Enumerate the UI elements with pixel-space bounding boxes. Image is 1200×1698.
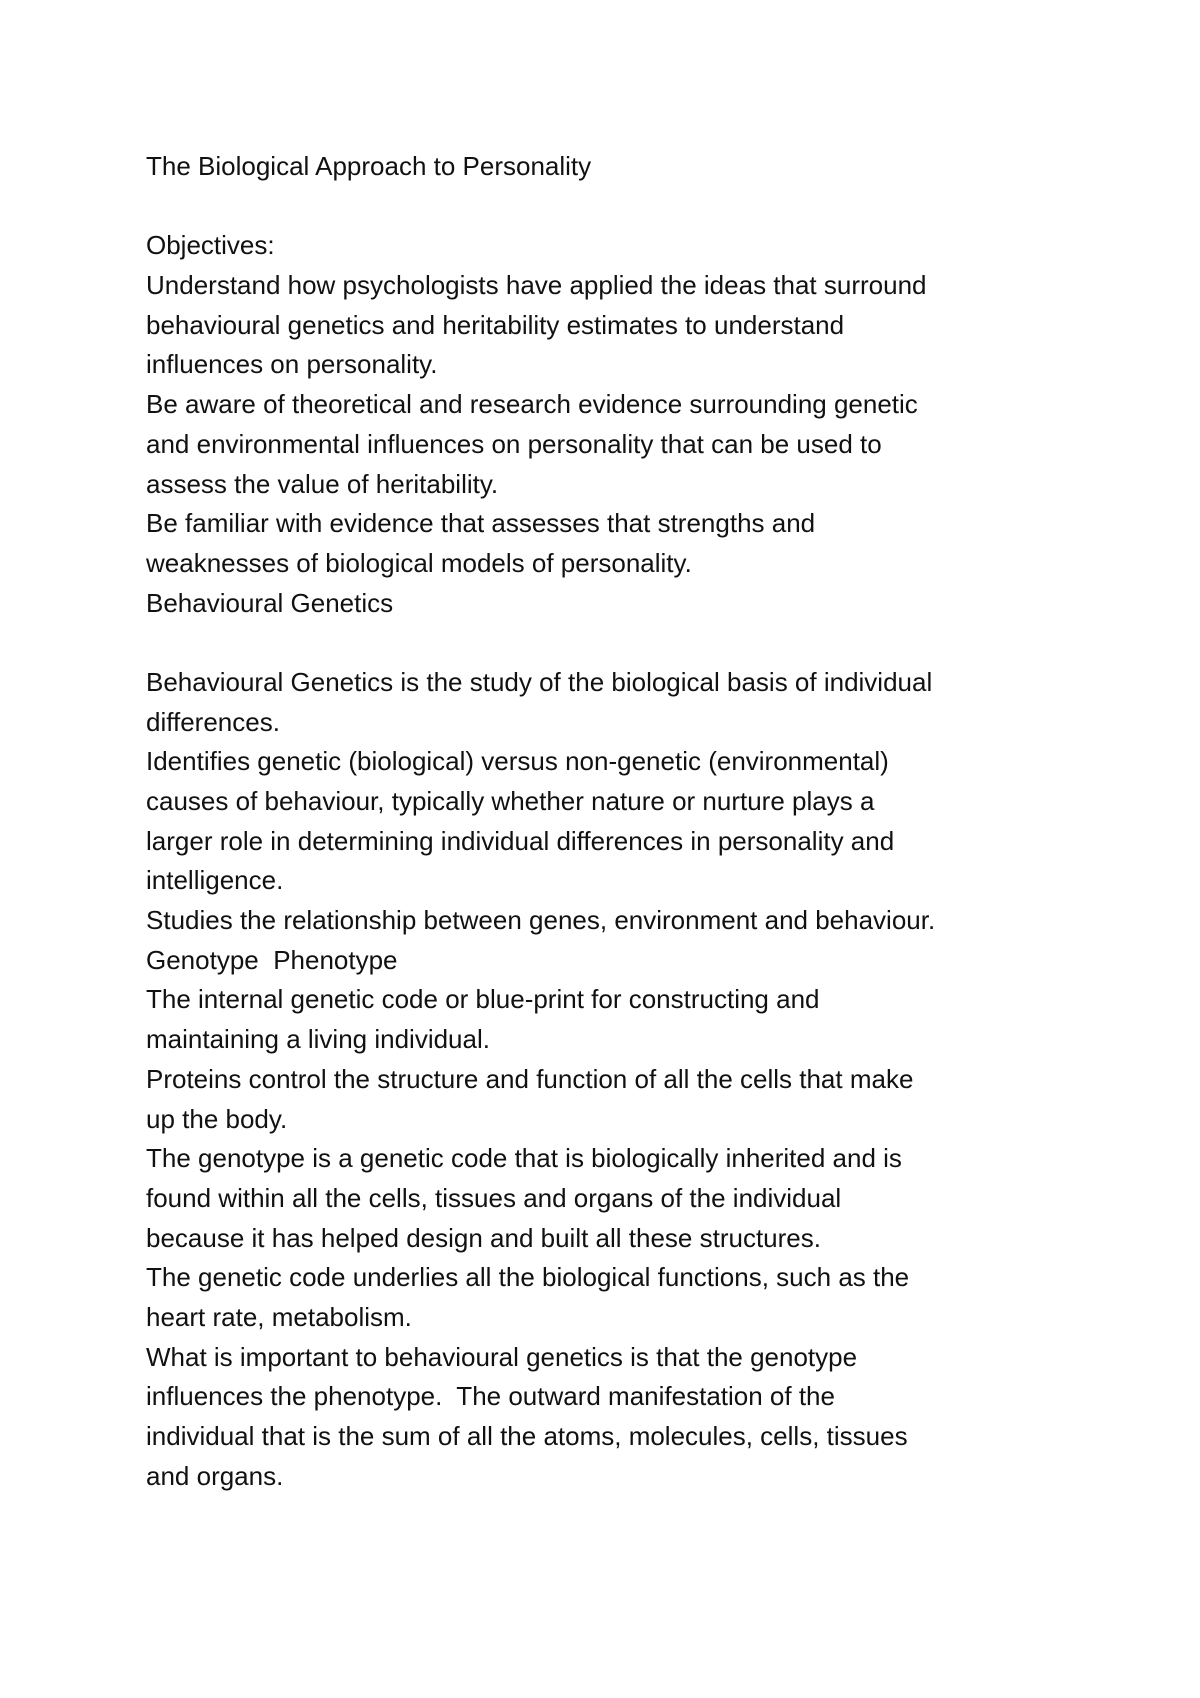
paragraph-2-line-2: causes of behaviour, typically whether nature or nurture plays a [146, 786, 875, 816]
section-heading: Behavioural Genetics [146, 587, 394, 618]
paragraph-6-line-2: up the body. [146, 1103, 288, 1134]
objectives-heading: Objectives: [146, 230, 275, 261]
paragraph-1-line-2: differences. [146, 706, 280, 737]
objective-1-line-3: influences on personality. [146, 349, 438, 380]
document-body [146, 147, 1156, 1496]
paragraph-2-line-4: intelligence. [146, 865, 284, 896]
objective-1-line-1: Understand how psychologists have applied the ideas that surround [146, 270, 927, 301]
objective-3-line-2: weaknesses of biological models of personality. [146, 547, 692, 578]
blank-line [146, 187, 1156, 227]
paragraph-5-line-1: The internal genetic code or blue-print for constructing and [146, 984, 820, 1015]
objective-2-line-3: assess the value of heritability. [146, 468, 499, 499]
paragraph-2-line-3: larger role in determining individual differences in personality and [146, 825, 895, 856]
objective-3-line-1: Be familiar with evidence that assesses that strengths and [146, 508, 816, 539]
paragraph-6-line-1: Proteins control the structure and function of all the cells that make [146, 1063, 914, 1094]
objective-1-line-2: behavioural genetics and heritability estimates to understand [146, 309, 845, 340]
paragraph-7-line-3: because it has helped design and built all these structures. [146, 1222, 821, 1253]
paragraph-1-line-1: Behavioural Genetics is the study of the biological basis of individual [146, 666, 933, 697]
genotype-phenotype-heading: Genotype Phenotype [146, 944, 398, 975]
blank-line [146, 623, 1156, 663]
paragraph-9-line-1: What is important to behavioural genetics is that the genotype [146, 1341, 858, 1372]
paragraph-3-line-1: Studies the relationship between genes, environment and behaviour. [146, 905, 936, 936]
paragraph-8-line-2: heart rate, metabolism. [146, 1301, 412, 1332]
document-title: The Biological Approach to Personality [146, 151, 592, 181]
paragraph-8-line-1: The genetic code underlies all the biological functions, such as the [146, 1262, 910, 1293]
paragraph-5-line-2: maintaining a living individual. [146, 1024, 490, 1055]
paragraph-7-line-2: found within all the cells, tissues and organs of the individual [146, 1182, 842, 1213]
paragraph-9-line-2: influences the phenotype. The outward manifestation of the [146, 1381, 835, 1412]
paragraph-9-line-4: and organs. [146, 1460, 284, 1491]
objective-2-line-2: and environmental influences on personality that can be used to [146, 428, 882, 459]
objective-2-line-1: Be aware of theoretical and research evidence surrounding genetic [146, 389, 918, 420]
paragraph-9-line-3: individual that is the sum of all the atoms, molecules, cells, tissues [146, 1421, 908, 1451]
paragraph-2-line-1: Identifies genetic (biological) versus non-genetic (environmental) [146, 746, 889, 777]
paragraph-7-line-1: The genotype is a genetic code that is biologically inherited and is [146, 1143, 902, 1174]
